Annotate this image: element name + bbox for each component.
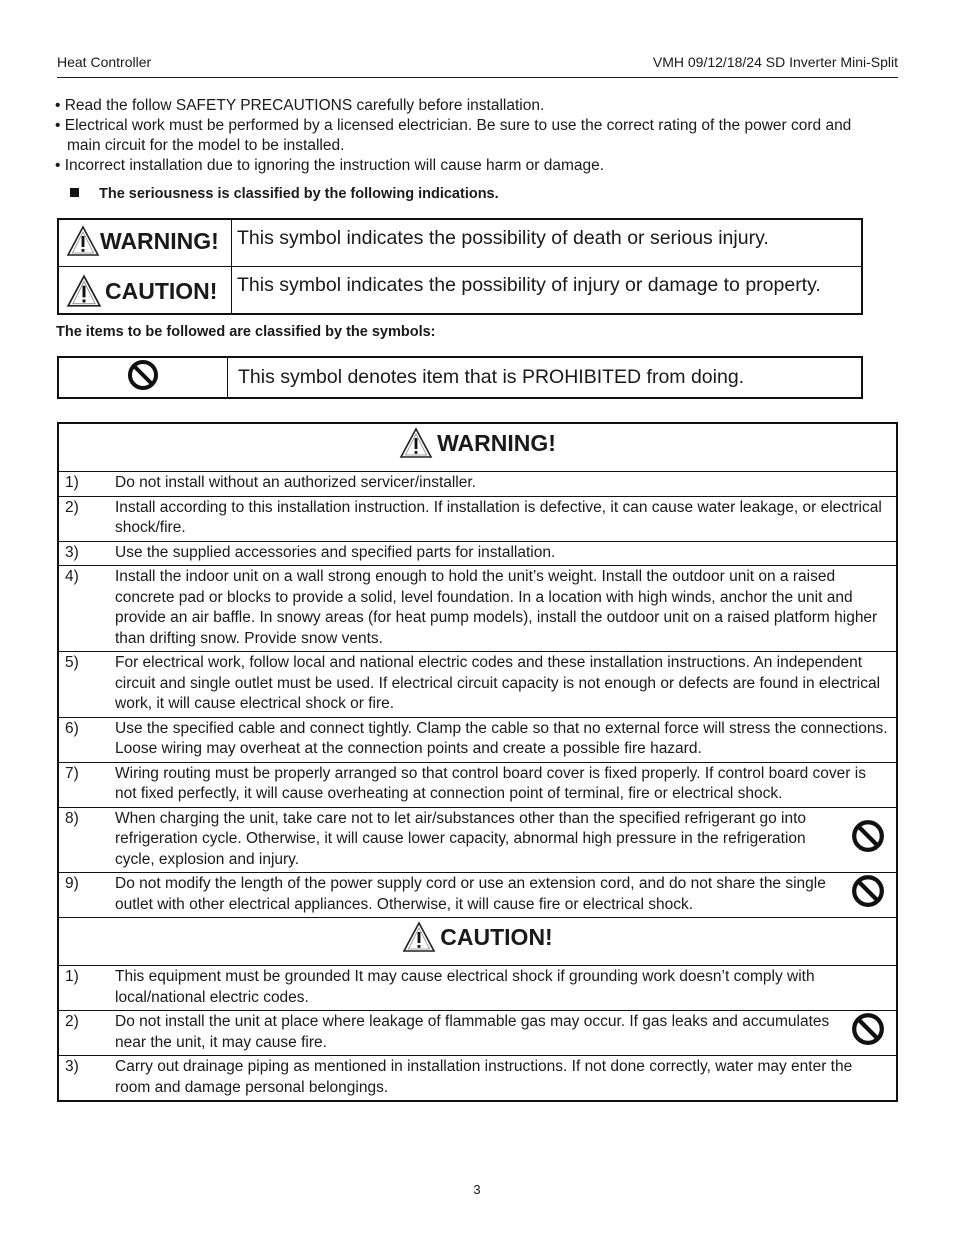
item-number: 9) [58, 873, 115, 918]
warning-triangle-icon [399, 427, 433, 459]
header-title-right: VMH 09/12/18/24 SD Inverter Mini-Split [652, 54, 898, 70]
item-number: 6) [58, 717, 115, 762]
page-header [57, 52, 898, 78]
prohibited-description: This symbol denotes item that is PROHIBITED from doing. [228, 357, 863, 398]
caution-section-title: CAUTION! [440, 924, 553, 950]
item-number: 3) [58, 1056, 115, 1102]
prohibited-icon [851, 819, 885, 853]
caution-section-header [58, 918, 897, 966]
warning-label: WARNING! [100, 227, 219, 254]
warning-item-row [58, 717, 897, 762]
item-number: 5) [58, 652, 115, 718]
item-text: Do not modify the length of the power supply cord or use an extension cord, and do not share the single outlet with other electrical appliances. Otherwise, it will cause fire or electrical shock. [115, 873, 840, 918]
item-text: Carry out drainage piping as mentioned in installation instructions. If not done correctly, water may enter the room and damage personal belongings. [115, 1056, 897, 1102]
item-number: 4) [58, 566, 115, 652]
safety-table [57, 422, 898, 1102]
warning-item-row [58, 496, 897, 541]
item-text: Do not install without an authorized servicer/installer. [115, 472, 897, 497]
warning-triangle-icon [66, 274, 102, 308]
square-bullet-icon [70, 188, 79, 197]
prohibited-icon [851, 874, 885, 908]
intro-bullet: • Incorrect installation due to ignoring the instruction will cause harm or damage. [55, 157, 605, 174]
caution-item-row [58, 1011, 897, 1056]
item-text: This equipment must be grounded It may cause electrical shock if grounding work doesn’t comply with local/national electric codes. [115, 966, 897, 1011]
warning-item-row [58, 652, 897, 718]
item-text: Install the indoor unit on a wall strong enough to hold the unit’s weight. Install the outdoor unit on a raised concrete pad or blocks to provide a solid, level foundation. In a location with high winds, anchor the unit and provide an air baffle. In snowy areas (for heat pump models), install the outdoor unit on a raised platform higher than drifting snow. Provide snow vents. [115, 566, 897, 652]
item-text: Use the supplied accessories and specified parts for installation. [115, 541, 897, 566]
warning-item-row [58, 541, 897, 566]
item-text: When charging the unit, take care not to let air/substances other than the specified refrigerant go into refrigeration cycle. Otherwise, it will cause lower capacity, abnormal high pressure in the refrigeration cycle, explosion and injury. [115, 807, 840, 873]
warning-section-title: WARNING! [437, 430, 556, 456]
caution-label: CAUTION! [105, 277, 218, 304]
warning-item-row [58, 807, 897, 873]
warning-section-header [58, 423, 897, 472]
caution-description: This symbol indicates the possibility of injury or damage to property. [232, 267, 863, 315]
indication-row-warning [58, 219, 862, 267]
item-number: 2) [58, 1011, 115, 1056]
indication-row-caution [58, 267, 862, 315]
warning-item-row [58, 472, 897, 497]
item-number: 7) [58, 762, 115, 807]
warning-item-row [58, 762, 897, 807]
item-text: For electrical work, follow local and national electric codes and these installation instructions. An independent circuit and single outlet must be used. If electrical circuit capacity is not enough or defects are found in electrical work, it will cause electrical shock or fire. [115, 652, 897, 718]
item-text: Wiring routing must be properly arranged so that control board cover is fixed properly. If control board cover is not fixed perfectly, it will cause overheating at connection point of terminal, fire or electrical shock. [115, 762, 897, 807]
item-number: 8) [58, 807, 115, 873]
indication-table [57, 218, 863, 315]
item-number: 2) [58, 496, 115, 541]
item-text: Do not install the unit at place where leakage of flammable gas may occur. If gas leaks and accumulates near the unit, it may cause fire. [115, 1011, 840, 1056]
intro-bullets [55, 96, 895, 176]
warning-description: This symbol indicates the possibility of death or serious injury. [232, 219, 863, 267]
caution-item-row [58, 966, 897, 1011]
header-title-left: Heat Controller [57, 54, 152, 70]
warning-triangle-icon [66, 225, 100, 257]
warning-item-row [58, 566, 897, 652]
items-heading: The items to be followed are classified by the symbols: [56, 324, 436, 340]
intro-bullet: • Read the follow SAFETY PRECAUTIONS carefully before installation. [55, 97, 545, 114]
item-number: 3) [58, 541, 115, 566]
item-number: 1) [58, 966, 115, 1011]
prohibited-symbol-table [57, 356, 863, 399]
intro-bullet: • Electrical work must be performed by a licensed electrician. Be sure to use the correct rating of the power cord and main circuit for the model to be installed. [55, 117, 852, 154]
prohibited-icon [127, 359, 159, 391]
page-number: 3 [473, 1182, 481, 1197]
item-number: 1) [58, 472, 115, 497]
item-text: Install according to this installation instruction. If installation is defective, it can cause water leakage, or electrical shock/fire. [115, 496, 897, 541]
prohibited-icon [851, 1012, 885, 1046]
classify-heading: The seriousness is classified by the following indications. [70, 186, 499, 202]
warning-item-row [58, 873, 897, 918]
item-text: Use the specified cable and connect tightly. Clamp the cable so that no external force will stress the connections. Loose wiring may overheat at the connection points and create a possible fire hazard. [115, 717, 897, 762]
caution-item-row [58, 1056, 897, 1102]
warning-triangle-icon [402, 921, 436, 953]
